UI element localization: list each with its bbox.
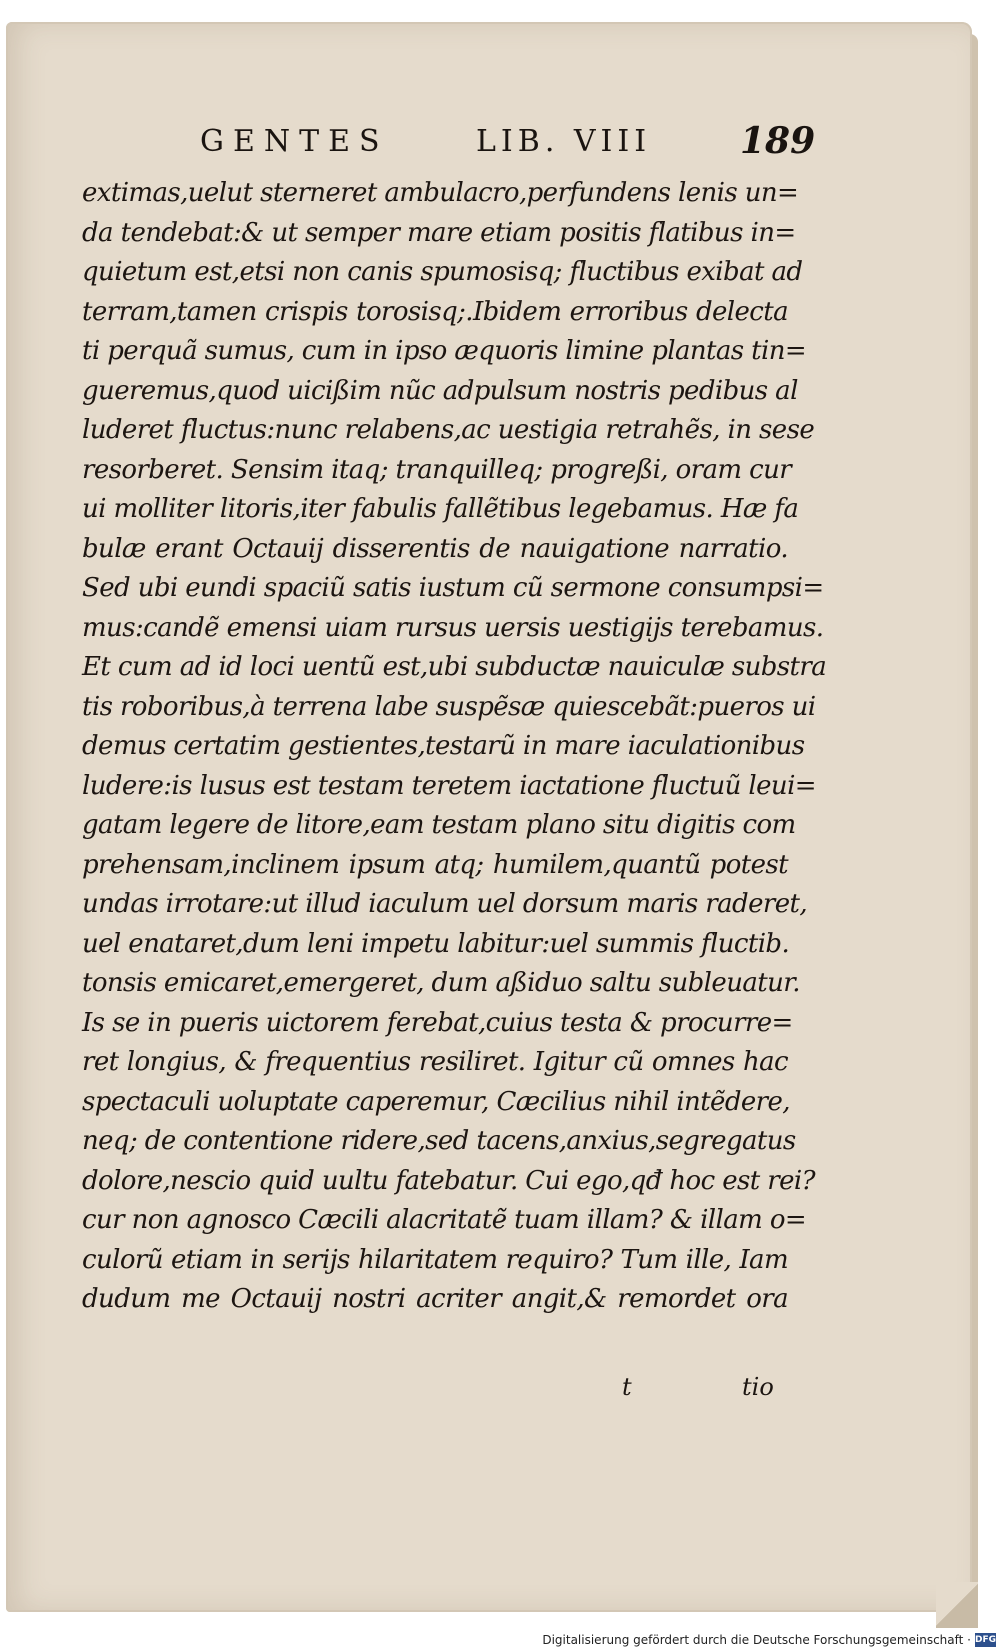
signature-mark: t: [622, 1373, 632, 1401]
text-line: luderet fluctus:nunc relabens,ac uestigia retrahẽs, in sese: [82, 415, 815, 445]
text-line: undas irrotare:ut illud iaculum uel dorsum maris raderet,: [82, 889, 807, 919]
text-line: Is se in pueris uictorem ferebat,cuius testa & procurre=: [82, 1007, 793, 1038]
dfg-logo-icon: DFG: [974, 1635, 996, 1645]
text-line: demus certatim gestientes,testarũ in mare iaculationibus: [82, 731, 805, 761]
body-text: [82, 174, 827, 1320]
running-head: [200, 120, 900, 176]
text-line: dudum me Octauij nostri acriter angit,& remordet ora: [82, 1284, 788, 1314]
text-line: tonsis emicaret,emergeret, dum aßiduo saltu subleuatur.: [82, 968, 800, 998]
text-line: ti perquã sumus, cum in ipso æquoris limine plantas tin=: [82, 336, 807, 366]
text-line: ret longius, & frequentius resiliret. Igitur cũ omnes hac: [82, 1047, 788, 1077]
text-line: quietum est,etsi non canis spumosisq; fluctibus exibat ad: [82, 257, 803, 287]
page-number: 189: [740, 120, 816, 162]
text-line: dolore,nescio quid uultu fatebatur. Cui ego,qđ hoc est rei?: [82, 1165, 815, 1196]
running-head-book: LIB. VIII: [476, 124, 652, 159]
text-line: culorũ etiam in serijs hilaritatem requiro? Tum ille, Iam: [82, 1244, 788, 1275]
text-line: gueremus,quod uicißim nũc adpulsum nostris pedibus al: [82, 375, 798, 406]
text-line: tis roboribus,à terrena labe suspẽsæ quiescebãt:pueros ui: [82, 691, 816, 722]
text-line: prehensam,inclinem ipsum atq; humilem,quantũ potest: [82, 849, 788, 880]
catchword: tio: [742, 1373, 774, 1401]
text-line: uel enataret,dum leni impetu labitur:uel summis fluctib.: [82, 928, 790, 959]
text-line: spectaculi uoluptate caperemur, Cæcilius nihil intẽdere,: [82, 1086, 790, 1117]
text-line: resorberet. Sensim itaq; tranquilleq; progreßi, oram cur: [82, 454, 792, 485]
text-line: gatam legere de litore,eam testam plano situ digitis com: [82, 810, 796, 840]
funding-notice: Digitalisierung gefördert durch die Deutsche Forschungsgemeinschaft ·: [542, 1633, 971, 1647]
text-line: Sed ubi eundi spaciũ satis iustum cũ sermone consumpsi=: [82, 573, 824, 603]
page-foot: [82, 1373, 788, 1413]
text-line: neq; de contentione ridere,sed tacens,anxius,segregatus: [82, 1126, 796, 1156]
text-line: ui molliter litoris,iter fabulis fallẽtibus legebamus. Hæ fa: [82, 494, 799, 524]
text-line: da tendebat:& ut semper mare etiam positis flatibus in=: [82, 217, 796, 248]
text-line: mus:candẽ emensi uiam rursus uersis uestigijs terebamus.: [82, 612, 824, 643]
text-line: cur non agnosco Cæcili alacritatẽ tuam illam? & illam o=: [82, 1205, 807, 1235]
text-line: terram,tamen crispis torosisq;.Ibidem erroribus delecta: [82, 296, 788, 327]
running-head-title: GENTES: [200, 124, 389, 159]
footer-bar: [542, 1628, 1000, 1652]
text-line: Et cum ad id loci uentũ est,ubi subductæ nauiculæ substra: [82, 652, 827, 682]
text-line: extimas,uelut sterneret ambulacro,perfundens lenis un=: [82, 178, 799, 208]
text-line: bulæ erant Octauij disserentis de nauigatione narratio.: [82, 533, 788, 564]
text-line: ludere:is lusus est testam teretem iactatione fluctuũ leui=: [82, 770, 816, 801]
page-fold-corner: [936, 1582, 978, 1628]
